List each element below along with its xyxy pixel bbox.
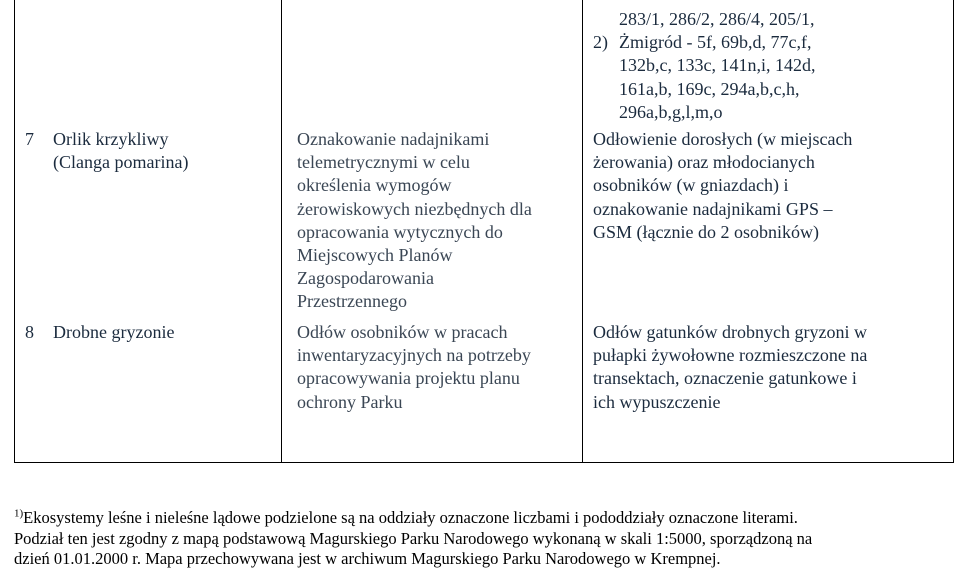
text-line: żerowania) oraz młodocianych — [593, 152, 815, 173]
text-line: Miejscowych Planów — [297, 245, 453, 266]
area-list — [593, 8, 815, 124]
text-line: Żmigród - 5f, 69b,d, 77c,f, — [619, 32, 812, 53]
row-7-method — [593, 128, 852, 244]
text-line: opracowywania projektu planu — [297, 368, 520, 389]
footnote — [14, 508, 959, 570]
text-line: 132b,c, 133c, 141n,i, 142d, — [619, 55, 816, 76]
text-line: telemetrycznymi w celu — [297, 152, 470, 173]
text-line: Zagospodarowania — [297, 268, 434, 289]
text-line: ochrony Parku — [297, 391, 403, 412]
text-line: Przestrzennego — [297, 291, 407, 312]
text-line: 296a,b,g,l,m,o — [619, 101, 723, 122]
row-8-purpose — [297, 321, 531, 414]
text-line: osobników (w gniazdach) i — [593, 175, 789, 196]
row-7-species — [25, 128, 188, 174]
footnote-line: Ekosystemy leśne i nieleśne lądowe podzielone są na oddziały oznaczone liczbami i pododdziały oznaczone literami. — [23, 508, 798, 527]
text-line: inwentaryzacyjnych na potrzeby — [297, 345, 531, 366]
row-8-species — [25, 321, 174, 344]
text-line: opracowania wytycznych do — [297, 221, 503, 242]
text-line: GSM (łącznie do 2 osobników) — [593, 221, 819, 242]
purpose-column — [282, 0, 583, 463]
species-table — [14, 0, 954, 463]
row-number: 8 — [25, 322, 34, 342]
row-8-method — [593, 321, 867, 414]
species-name: Drobne gryzonie — [53, 322, 175, 342]
footnote-line: Podział ten jest zgodny z mapą podstawową Magurskiego Parku Narodowego wykonaną w skali 1:5000, sporządzoną na — [14, 528, 813, 548]
species-name: Orlik krzykliwy — [53, 129, 169, 149]
footnote-line: dzień 01.01.2000 r. Mapa przechowywana jest w archiwum Magurskiego Parku Narodowego w Krempnej. — [14, 549, 721, 568]
text-line: Odłów gatunków drobnych gryzoni w — [593, 322, 867, 342]
text-line: Oznakowanie nadajnikami — [297, 129, 490, 149]
text-line: określenia wymogów — [297, 175, 452, 196]
text-line: Odłów osobników w pracach — [297, 322, 508, 342]
species-column — [15, 0, 282, 463]
method-column — [583, 0, 954, 463]
item-number: 2) — [593, 32, 608, 53]
text-line: 283/1, 286/2, 286/4, 205/1, — [619, 9, 815, 29]
table-row — [15, 0, 954, 463]
footnote-marker: 1) — [14, 507, 24, 520]
text-line: oznakowanie nadajnikami GPS – — [593, 198, 833, 219]
text-line: ich wypuszczenie — [593, 391, 721, 412]
text-line: transektach, oznaczenie gatunkowe i — [593, 368, 857, 389]
text-line: pułapki żywołowne rozmieszczone na — [593, 345, 868, 366]
text-line: Odłowienie dorosłych (w miejscach — [593, 129, 853, 149]
species-latin-name: (Clanga pomarina) — [53, 152, 189, 173]
row-7-purpose — [297, 128, 532, 314]
text-line: żerowiskowych niezbędnych dla — [297, 198, 532, 219]
row-number: 7 — [25, 129, 34, 149]
text-line: 161a,b, 169c, 294a,b,c,h, — [619, 78, 800, 99]
